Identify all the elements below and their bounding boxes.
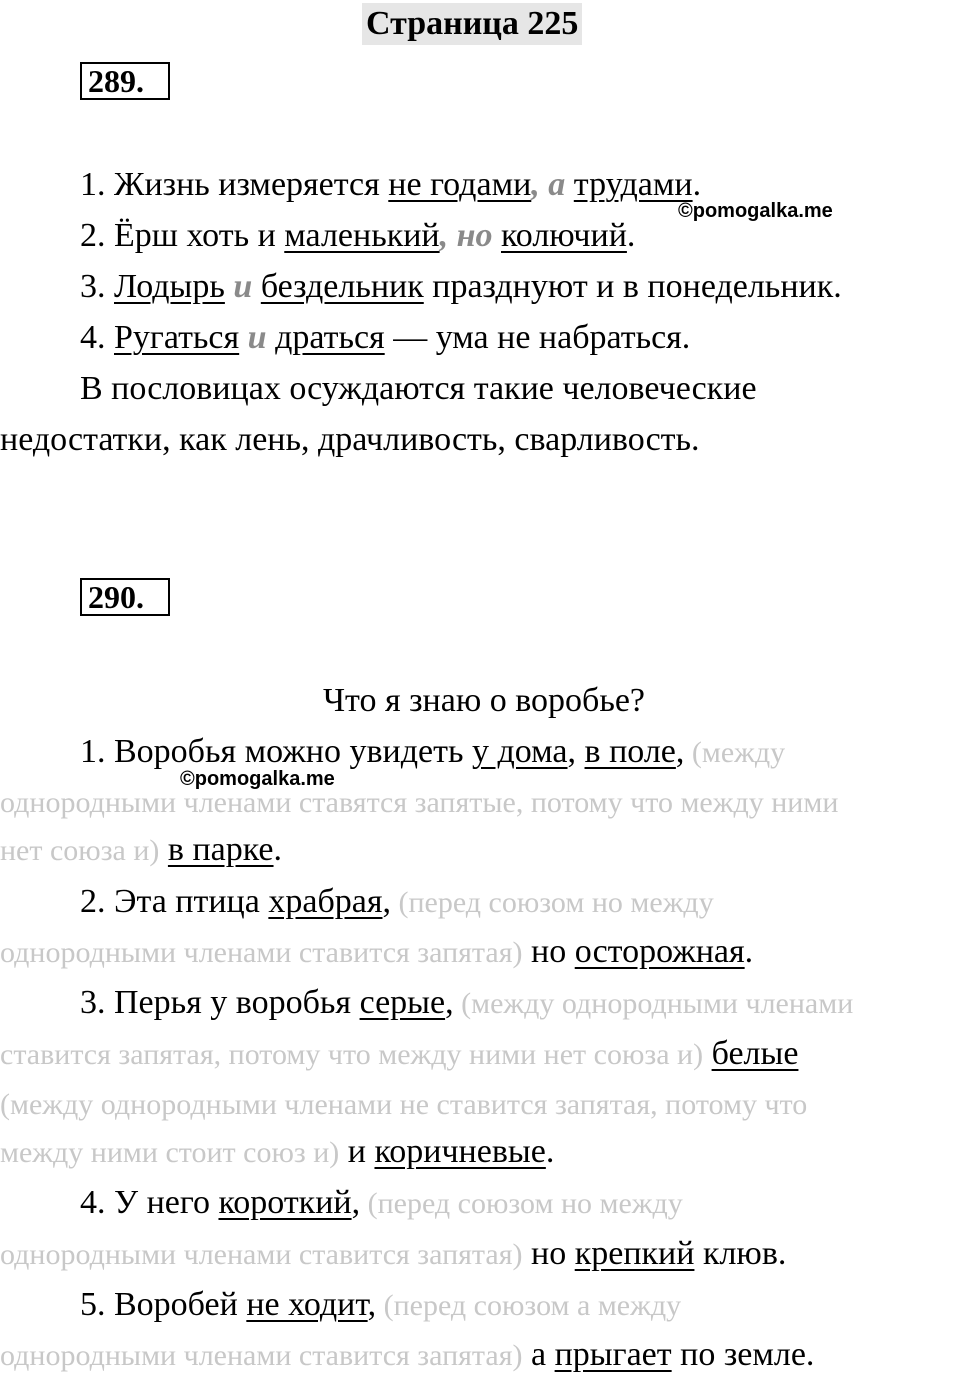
answer-text: но — [522, 1235, 575, 1272]
answer-text: клюв. — [694, 1235, 787, 1272]
underlined-member: прыгает — [554, 1336, 672, 1373]
answer-text: , — [367, 1286, 377, 1323]
answer-4-line-1 — [0, 1183, 960, 1224]
proverb-3 — [0, 267, 960, 307]
proverb-text: 4. — [80, 319, 114, 356]
watermark: ©pomogalka.me — [180, 768, 335, 790]
underlined-member: не ходит — [246, 1286, 368, 1323]
exercise-number-289: 289. — [80, 62, 170, 100]
underlined-member: серые — [359, 984, 446, 1021]
answer-2-line-1 — [0, 882, 960, 923]
conjunction: и — [247, 319, 267, 356]
underlined-member: осторожная — [574, 933, 745, 970]
proverb-2 — [0, 216, 960, 256]
explanation-note: однородными членами ставится запятая) — [0, 1339, 523, 1372]
underlined-member: маленький — [284, 217, 440, 254]
answer-text: а — [522, 1336, 555, 1373]
underlined-member: Ругаться — [114, 319, 240, 356]
proverb-text: . — [692, 166, 702, 203]
exercise-number-290: 290. — [80, 578, 170, 616]
answer-text: по земле. — [671, 1336, 815, 1373]
proverb-text: — ума не набраться. — [384, 319, 691, 356]
answer-text: . — [545, 1133, 555, 1170]
answer-text: , — [382, 883, 391, 920]
underlined-member: не годами — [388, 166, 532, 203]
proverb-1 — [0, 165, 960, 205]
answer-text: и — [339, 1133, 375, 1170]
proverb-text: 2. Ёрш хоть и — [80, 217, 285, 254]
answer-1-line-3 — [0, 830, 960, 871]
watermark: ©pomogalka.me — [678, 200, 833, 222]
conclusion-line-2: недостатки, как лень, драчливость, сварливость. — [0, 421, 700, 458]
answer-3-line-4 — [0, 1132, 960, 1173]
answer-text: 5. Воробей — [80, 1286, 247, 1323]
answer-1-line-1 — [0, 732, 960, 773]
answer-4-line-2 — [0, 1234, 960, 1275]
answer-text: , — [351, 1184, 361, 1221]
explanation-note: нет союза и) — [0, 834, 160, 867]
explanation-note: однородными членами ставятся запятые, потому что между ними — [0, 786, 839, 819]
explanation-note: (между однородными членами — [453, 987, 854, 1020]
explanation-note: (между — [684, 736, 786, 769]
answer-5-line-2 — [0, 1335, 960, 1376]
proverb-4 — [0, 318, 960, 358]
answer-text: 3. Перья у воробья — [80, 984, 360, 1021]
underlined-member: драться — [275, 319, 385, 356]
proverb-text: . — [626, 217, 636, 254]
answer-text: 4. У него — [80, 1184, 219, 1221]
underlined-member: у дома — [471, 733, 568, 770]
answer-text: но — [522, 933, 575, 970]
conjunction: и — [233, 268, 253, 305]
conclusion-line-1: В пословицах осуждаются такие человеческие — [80, 370, 757, 407]
explanation-note: (перед союзом но между — [390, 886, 714, 919]
explanation-note: однородными членами ставится запятая) — [0, 1238, 523, 1271]
underlined-member: коричневые — [374, 1133, 546, 1170]
underlined-member: короткий — [218, 1184, 352, 1221]
answer-3-line-3 — [0, 1084, 960, 1125]
underlined-member: колючий — [501, 217, 627, 254]
answer-3-line-1 — [0, 983, 960, 1024]
exercise-heading: Что я знаю о воробье? — [322, 682, 646, 719]
answer-text: . — [744, 933, 754, 970]
underlined-member: крепкий — [574, 1235, 695, 1272]
answer-2-line-2 — [0, 932, 960, 973]
page-title: Страница 225 — [362, 3, 582, 45]
proverb-text: 1. Жизнь измеряется — [80, 166, 389, 203]
explanation-note: ставится запятая, потому что между ними нет союза и) — [0, 1038, 704, 1071]
answer-text: 1. Воробья можно увидеть — [80, 733, 472, 770]
conjunction: , а — [531, 166, 566, 203]
answer-5-line-1 — [0, 1285, 960, 1326]
proverb-text: 3. — [80, 268, 114, 305]
answer-text: , — [567, 733, 585, 770]
explanation-note: однородными членами ставится запятая) — [0, 936, 523, 969]
underlined-member: трудами — [573, 166, 693, 203]
answer-text: 2. Эта птица — [80, 883, 269, 920]
answer-text: , — [675, 733, 685, 770]
underlined-member: Лодырь — [114, 268, 225, 305]
explanation-note: между ними стоит союз и) — [0, 1136, 340, 1169]
explanation-note: (перед союзом а между — [376, 1289, 682, 1322]
underlined-member: бездельник — [260, 268, 424, 305]
answer-text: , — [445, 984, 454, 1021]
conjunction: , но — [439, 217, 493, 254]
underlined-member: храбрая — [268, 883, 383, 920]
answer-text: . — [273, 831, 283, 868]
explanation-note: (между однородными членами не ставится запятая, потому что — [0, 1088, 808, 1121]
proverb-text: празднуют и в понедельник. — [423, 268, 842, 305]
underlined-member: белые — [711, 1035, 799, 1072]
explanation-note: (перед союзом но между — [360, 1187, 683, 1220]
underlined-member: в поле — [584, 733, 676, 770]
answer-1-line-2 — [0, 782, 960, 823]
answer-3-line-2 — [0, 1034, 960, 1075]
underlined-member: в парке — [167, 831, 274, 868]
